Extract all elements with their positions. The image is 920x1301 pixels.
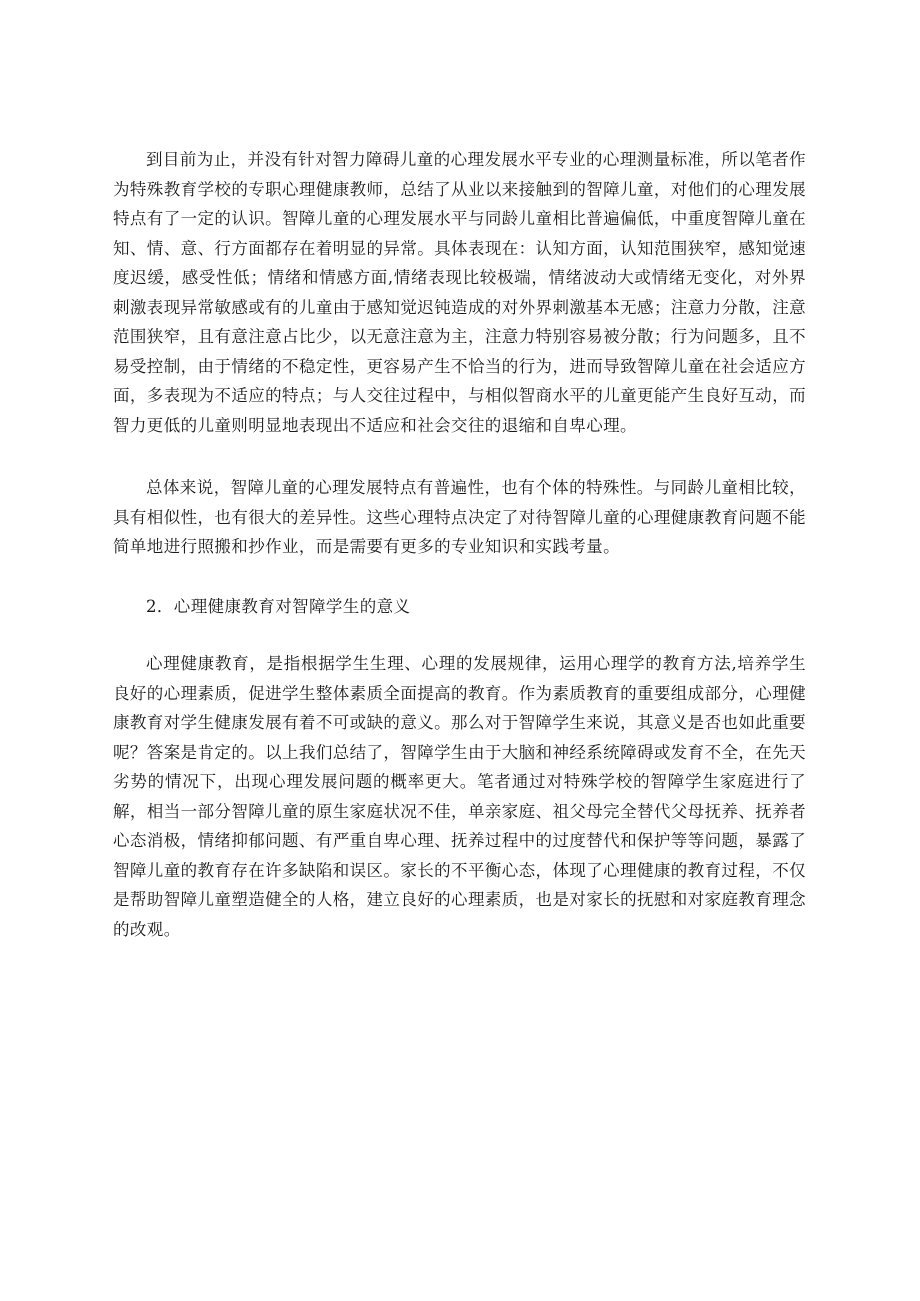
section-heading: 2．心理健康教育对智障学生的意义 — [146, 596, 411, 616]
paragraph-psych-characteristics: 到目前为止，并没有针对智力障碍儿童的心理发展水平专业的心理测量标准，所以笔者作为特殊教育学校的专职心理健康教师，总结了从业以来接触到的智障儿童，对他们的心理发展特点有了一定的认识。智障儿童的心理发展水平与同龄儿童相比普遍偏低，中重度智障儿童在知、情、意、行方面都存在着明显的异常。具体表现在：认知方面，认知范围狭窄，感知觉速度迟缓，感受性低；情绪和情感方面,情绪表现比较极端，情绪波动大或情绪无变化，对外界刺激表现异常敏感或有的儿童由于感知觉迟钝造成的对外界刺激基本无感；注意力分散，注意范围狭窄，且有意注意占比少，以无意注意为主，注意力特别容易被分散；行为问题多，且不易受控制，由于情绪的不稳定性，更容易产生不恰当的行为，进而导致智障儿童在社会适应方面，多表现为不适应的特点；与人交往过程中，与相似智商水平的儿童更能产生良好互动，而智力更低的儿童则明显地表现出不适应和社会交往的退缩和自卑心理。 — [113, 150, 806, 435]
paragraph-significance: 心理健康教育，是指根据学生生理、心理的发展规律，运用心理学的教育方法,培养学生良好的心理素质，促进学生整体素质全面提高的教育。作为素质教育的重要组成部分，心理健康教育对学生健康发展有着不可或缺的意义。那么对于智障学生来说，其意义是否也如此重要呢？答案是肯定的。以上我们总结了，智障学生由于大脑和神经系统障碍或发育不全，在先天劣势的情况下，出现心理发展问题的概率更大。笔者通过对特殊学校的智障学生家庭进行了解，相当一部分智障儿童的原生家庭状况不佳，单亲家庭、祖父母完全替代父母抚养、抚养者心态消极，情绪抑郁问题、有严重自卑心理、抚养过程中的过度替代和保护等等问题，暴露了智障儿童的教育存在许多缺陷和误区。家长的不平衡心态，体现了心理健康的教育过程，不仅是帮助智障儿童塑造健全的人格，建立良好的心理素质，也是对家长的抚慰和对家庭教育理念的改观。 — [113, 654, 806, 939]
paragraph-summary: 总体来说，智障儿童的心理发展特点有普遍性，也有个体的特殊性。与同龄儿童相比较，具有相似性，也有很大的差异性。这些心理特点决定了对待智障儿童的心理健康教育问题不能简单地进行照搬和抄作业，而是需要有更多的专业知识和实践考量。 — [113, 478, 806, 556]
document-body — [113, 145, 806, 944]
